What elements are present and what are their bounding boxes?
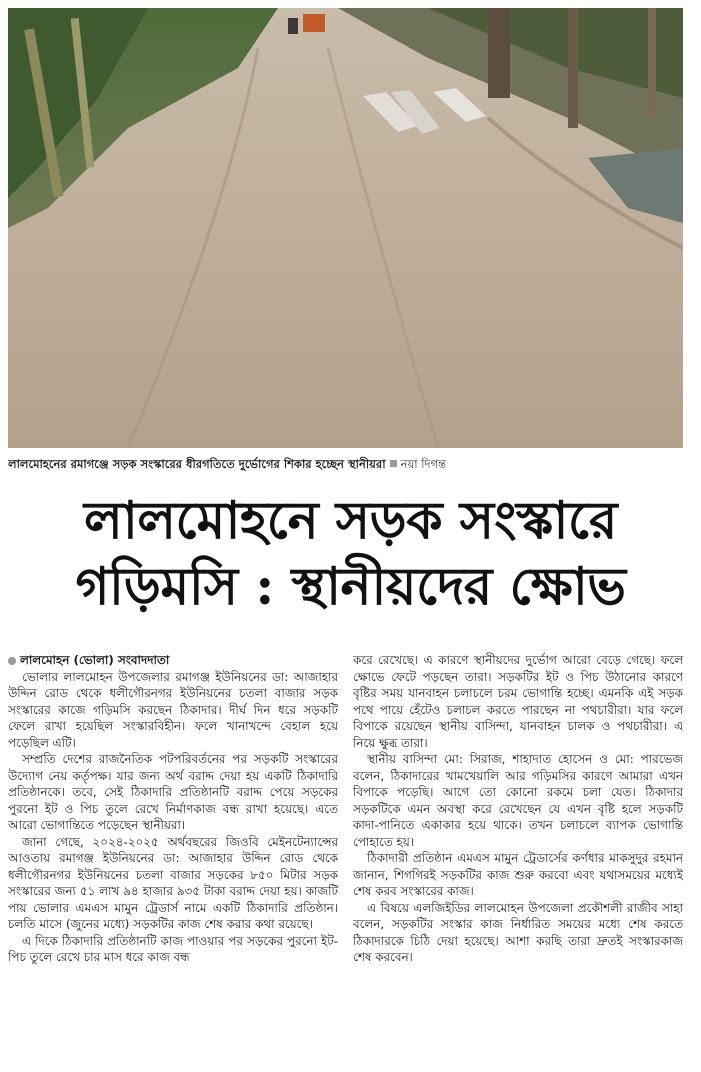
caption-text: লালমোহনের রমাগঞ্জে সড়ক সংস্কারের ধীরগতিতে দুর্ভোগের শিকার হচ্ছেন স্থানীয়রা	[8, 457, 386, 471]
road-photo	[8, 8, 683, 448]
paragraph: ঠিকাদারী প্রতিষ্ঠান এমএস মামুন ট্রেডার্সের কর্ণধার মাকসুদুর রহমান জানান, শিগগিরই সড়কটির কাজ শুরু করবো এবং যথাসময়ের মধ্যেই শেষ করব সংস্কারের কাজ।	[353, 851, 683, 898]
article-column-left	[8, 652, 338, 1064]
paragraph: ভোলার লালমোহন উপজেলার রমাগঞ্জ ইউনিয়নের ডা: আজাহার উদ্দিন রোড থেকে ধলীগৌরনগর ইউনিয়নের চতলা বাজার সড়ক সংস্কারের কাজে গড়িমসি করছেন ঠিকাদার। দীর্ঘ দিন ধরে সড়কটি ফেলে রাখা হয়েছিল সংস্কারবিহীন। ফলে খানাখন্দে বেহাল হয়ে পড়েছিল এটি।	[8, 669, 338, 750]
road-photo-illustration	[8, 8, 683, 448]
caption-separator-icon	[390, 460, 397, 467]
paragraph: জানা গেছে, ২০২৪-২০২৫ অর্থবছরের জিওবি মেইনটেন্যান্সের আওতায় রমাগঞ্জ ইউনিয়নের ডা: আজাহার উদ্দিন রোড থেকে ধলীগৌরনগর ইউনিয়নের চতলা বাজার সড়কের ৮৫০ মিটার সড়ক সংস্কারের জন্য ৫১ লাখ ৯৪ হাজার ৯৩৫ টাকা বরাদ্দ দেয়া হয়। কাজটি পায় ভোলার এমএস মামুন ট্রেডার্স নামে একটি ঠিকাদারি প্রতিষ্ঠান। চলতি মাসে (জুনের মধ্যে) সড়কটির কাজ শেষ করার কথা রয়েছে।	[8, 834, 338, 931]
byline-dot-icon	[8, 657, 16, 665]
paragraph: করে রেখেছে। এ কারণে স্থানীয়দের দুর্ভোগ আরো বেড়ে গেছে। ফলে ক্ষোভে ফেটে পড়ছেন তারা। সড়কটির ইট ও পিচ উঠানোর কারণে বৃষ্টির সময় যানবাহন চলাচলে চরম ভোগান্তি হচ্ছে। এমনকি এই সড়ক পথে পায়ে হেঁটেও চলাচল করতে পারছেন না পথচারীরা। যার ফলে বিপাকে রয়েছেন স্থানীয় বাসিন্দা, যানবাহন চালক ও পথচারীরা। এ নিয়ে ক্ষুব্ধ তারা।	[353, 653, 683, 750]
paragraph: স্থানীয় বাসিন্দা মো: সিরাজ, শাহাদাত হোসেন ও মো: পারভেজ বলেন, ঠিকাদারের খামখেয়ালি আর গড়িমসির কারণে আমারা এখন বিপাকে পড়েছি। আগে তো কোনো রকমে চলা যেত। ঠিকাদার সড়কটিকে এমন অবস্থা করে রেখেছেন যে এখন বৃষ্টি হলে সড়কটি কাদা-পানিতে একাকার হয়ে থাকে। তখন চলাচলে ব্যাপক ভোগান্তি পোহাতে হয়।	[353, 752, 683, 849]
paragraph: এ বিষয়ে এলজিইডির লালমোহন উপজেলা প্রকৌশলী রাজীব সাহা বলেন, সড়কটির সংস্কার কাজ নির্ধারিত সময়ের মধ্যে শেষ করতে ঠিকাদারকে চিঠি দেয়া হয়েছে। আশা করছি তারা দ্রুতই সংস্কারকাজ শেষ করবেন।	[353, 900, 683, 964]
headline-line-2: গড়িমসি : স্থানীয়দের ক্ষোভ	[75, 556, 626, 617]
article-column-right	[353, 652, 683, 1064]
byline: লালমোহন (ভোলা) সংবাদদাতা	[8, 652, 338, 669]
caption-credit: নয়া দিগন্ত	[400, 457, 447, 471]
paragraph: সম্প্রতি দেশের রাজনৈতিক পটপরিবর্তনের পর সড়কটি সংস্কারের উদ্যোগ নেয় কর্তৃপক্ষ। যার জন্য অর্থ বরাদ্দ দেয়া হয় একটি ঠিকাদারি প্রতিষ্ঠানকে। তবে, সেই ঠিকাদারি প্রতিষ্ঠানটি বরাদ্দ পেয়ে সড়কের পুরনো ইট ও পিচ তুলে রেখে নির্মাণকাজ বন্ধ রাখা হয়েছে। এতে আরো ভোগান্তিতে পড়েছেন স্থানীয়রা।	[8, 752, 338, 832]
headline-line-1: লালমোহনে সড়ক সংস্কারে	[83, 490, 617, 551]
paragraph: এ দিকে ঠিকাদারি প্রতিষ্ঠানটি কাজ পাওয়ার পর সড়কের পুরনো ইট-পিচ তুলে রেখে চার মাস ধরে কাজ বন্ধ	[8, 933, 338, 964]
headline	[0, 488, 701, 620]
photo-caption	[8, 456, 683, 475]
article-body	[8, 652, 683, 1064]
